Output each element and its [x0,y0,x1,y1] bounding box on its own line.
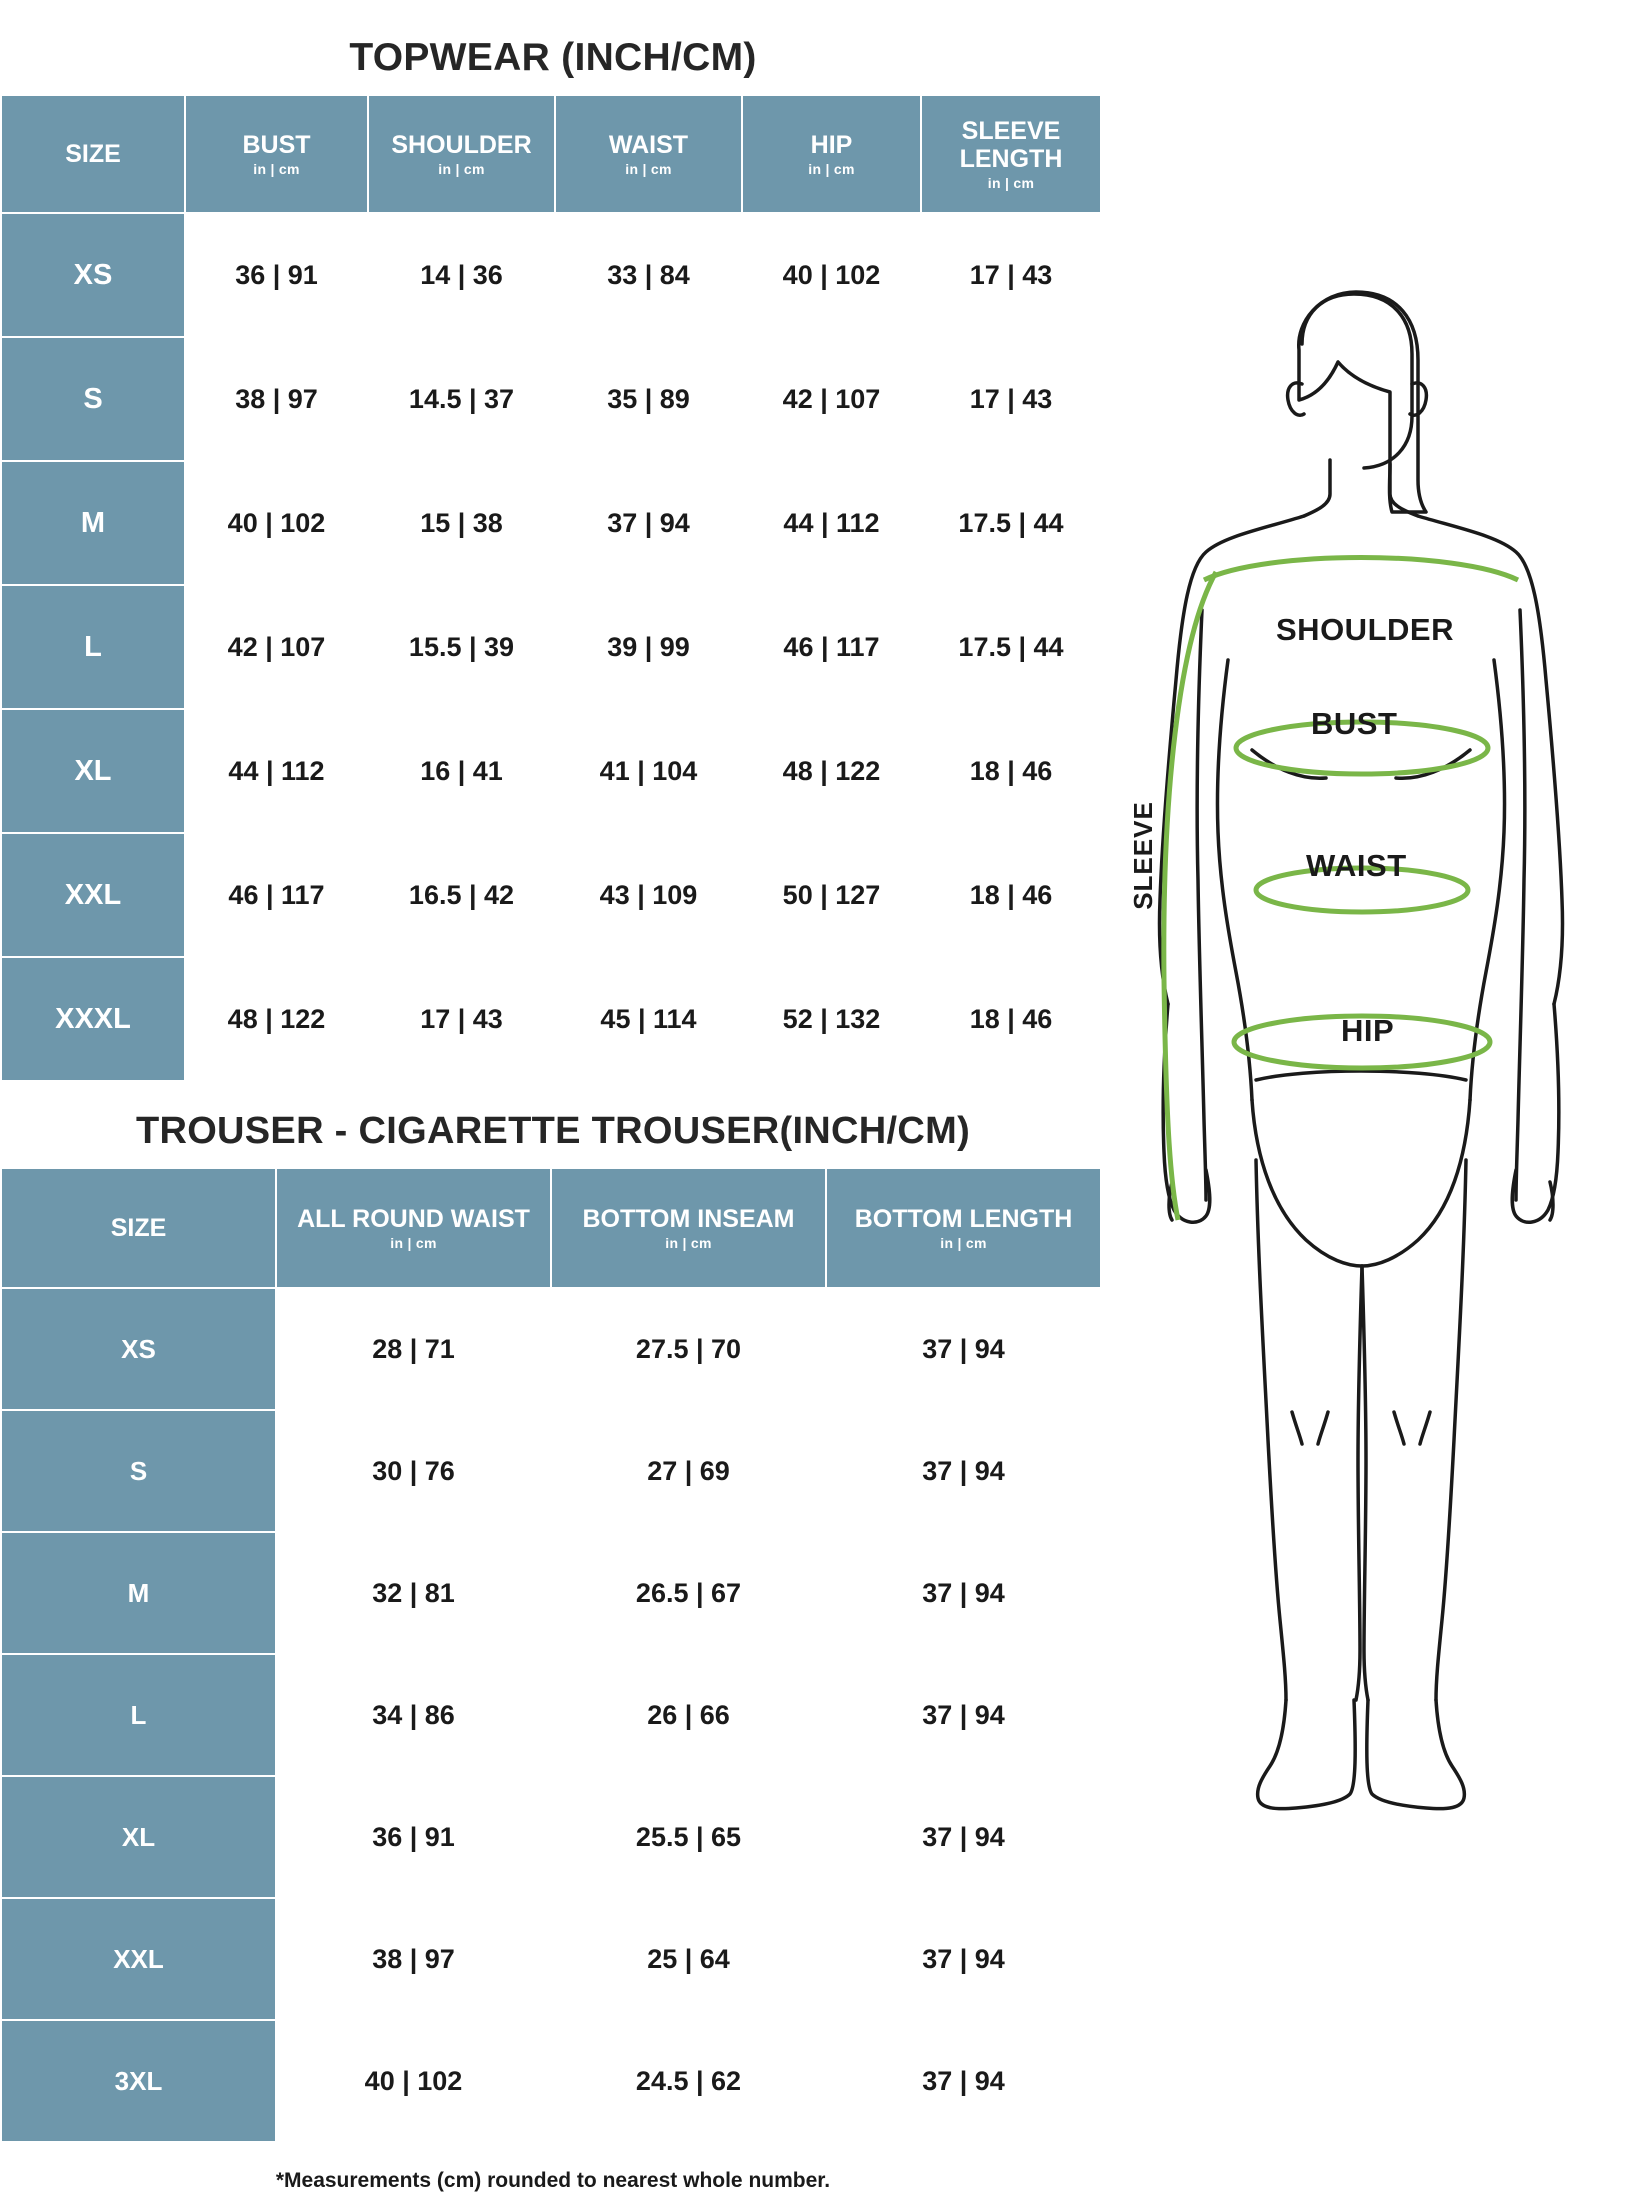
topwear-size-table [0,94,1102,1082]
cell-bust: 48 | 122 [185,957,368,1081]
table-row [1,1410,1101,1532]
cell-hip: 52 | 132 [742,957,921,1081]
column-header-waist [555,95,742,213]
cell-bottom-inseam: 27 | 69 [551,1410,826,1532]
cell-waist: 33 | 84 [555,213,742,337]
column-header-label: HIP [810,130,853,159]
column-header-bottom-inseam [551,1168,826,1288]
table-header-row [1,95,1101,213]
column-header-units: in | cm [253,160,300,177]
cell-all-round-waist: 32 | 81 [276,1532,551,1654]
table-row [1,1288,1101,1410]
table-row [1,1654,1101,1776]
column-header-units: in | cm [390,1234,437,1251]
cell-size: 3XL [1,2020,276,2142]
cell-sleeve: 17.5 | 44 [921,461,1101,585]
cell-shoulder: 16 | 41 [368,709,555,833]
column-header-label: SHOULDER [391,130,532,159]
trouser-size-table [0,1167,1102,2143]
cell-size: M [1,461,185,585]
cell-shoulder: 15 | 38 [368,461,555,585]
column-header-bust [185,95,368,213]
female-body-diagram [1106,280,1652,1900]
column-header-units: in | cm [625,160,672,177]
cell-all-round-waist: 38 | 97 [276,1898,551,2020]
cell-size: XS [1,1288,276,1410]
column-header-shoulder [368,95,555,213]
cell-all-round-waist: 36 | 91 [276,1776,551,1898]
table-row [1,2020,1101,2142]
cell-shoulder: 16.5 | 42 [368,833,555,957]
cell-hip: 46 | 117 [742,585,921,709]
cell-sleeve: 18 | 46 [921,709,1101,833]
cell-shoulder: 15.5 | 39 [368,585,555,709]
shoulder-measure-line [1204,558,1518,581]
cell-size: S [1,337,185,461]
cell-bottom-inseam: 26 | 66 [551,1654,826,1776]
column-header-units: in | cm [940,1234,987,1251]
table-row [1,833,1101,957]
table-row [1,585,1101,709]
cell-sleeve: 18 | 46 [921,833,1101,957]
table-row [1,957,1101,1081]
cell-bottom-inseam: 24.5 | 62 [551,2020,826,2142]
cell-waist: 37 | 94 [555,461,742,585]
measurement-footnote: *Measurements (cm) rounded to nearest whole number. [275,2169,831,2192]
table-row [1,461,1101,585]
cell-bust: 46 | 117 [185,833,368,957]
column-header-size [1,1168,276,1288]
cell-shoulder: 17 | 43 [368,957,555,1081]
cell-bust: 36 | 91 [185,213,368,337]
cell-hip: 48 | 122 [742,709,921,833]
column-header-label: SIZE [65,140,121,168]
cell-sleeve: 18 | 46 [921,957,1101,1081]
cell-bottom-length: 37 | 94 [826,1776,1101,1898]
column-header-all-round-waist [276,1168,551,1288]
table-row [1,1898,1101,2020]
table-row [1,709,1101,833]
cell-all-round-waist: 40 | 102 [276,2020,551,2142]
column-header-hip [742,95,921,213]
column-header-label: SIZE [110,1214,167,1242]
column-header-units: in | cm [438,160,485,177]
table-row [1,213,1101,337]
cell-bottom-length: 37 | 94 [826,1898,1101,2020]
cell-all-round-waist: 28 | 71 [276,1288,551,1410]
cell-size: XL [1,1776,276,1898]
cell-size: L [1,585,185,709]
column-header-sleeve-length [921,95,1101,213]
table-row [1,1532,1101,1654]
cell-bust: 42 | 107 [185,585,368,709]
sleeve-measure-line [1164,572,1216,1220]
cell-size: XXL [1,1898,276,2020]
cell-all-round-waist: 30 | 76 [276,1410,551,1532]
figure-label-hip: HIP [1341,1013,1395,1048]
cell-bust: 44 | 112 [185,709,368,833]
cell-hip: 50 | 127 [742,833,921,957]
topwear-title: TOPWEAR (INCH/CM) [349,36,757,79]
cell-size: XS [1,213,185,337]
cell-bottom-inseam: 25.5 | 65 [551,1776,826,1898]
cell-size: XXXL [1,957,185,1081]
cell-bottom-inseam: 27.5 | 70 [551,1288,826,1410]
column-header-units: in | cm [665,1234,712,1251]
cell-waist: 41 | 104 [555,709,742,833]
column-header-label: BOTTOM LENGTH [854,1204,1073,1233]
table-header-row [1,1168,1101,1288]
measurement-figure-panel [1106,0,1652,2200]
column-header-units: in | cm [987,174,1035,191]
trouser-title: TROUSER - CIGARETTE TROUSER(INCH/CM) [135,1110,971,1152]
column-header-label: SLEEVE LENGTH [959,116,1063,173]
cell-bottom-length: 37 | 94 [826,2020,1101,2142]
cell-sleeve: 17.5 | 44 [921,585,1101,709]
column-header-bottom-length [826,1168,1101,1288]
column-header-size [1,95,185,213]
column-header-label: WAIST [608,130,689,159]
cell-shoulder: 14.5 | 37 [368,337,555,461]
column-header-label: ALL ROUND WAIST [297,1204,530,1233]
cell-sleeve: 17 | 43 [921,337,1101,461]
cell-bottom-inseam: 26.5 | 67 [551,1532,826,1654]
cell-waist: 45 | 114 [555,957,742,1081]
column-header-label: BOTTOM INSEAM [582,1204,795,1233]
cell-size: XXL [1,833,185,957]
table-row [1,1776,1101,1898]
cell-hip: 42 | 107 [742,337,921,461]
cell-sleeve: 17 | 43 [921,213,1101,337]
column-header-label: BUST [242,130,311,159]
column-header-units: in | cm [808,160,855,177]
cell-size: S [1,1410,276,1532]
cell-bottom-length: 37 | 94 [826,1532,1101,1654]
cell-size: L [1,1654,276,1776]
cell-bottom-length: 37 | 94 [826,1288,1101,1410]
figure-label-shoulder: SHOULDER [1276,612,1454,647]
cell-hip: 40 | 102 [742,213,921,337]
cell-waist: 43 | 109 [555,833,742,957]
cell-hip: 44 | 112 [742,461,921,585]
cell-bottom-length: 37 | 94 [826,1410,1101,1532]
table-row [1,337,1101,461]
cell-size: M [1,1532,276,1654]
figure-label-waist: WAIST [1306,848,1407,883]
cell-all-round-waist: 34 | 86 [276,1654,551,1776]
cell-bust: 40 | 102 [185,461,368,585]
cell-shoulder: 14 | 36 [368,213,555,337]
cell-bust: 38 | 97 [185,337,368,461]
figure-label-sleeve: SLEEVE [1127,801,1158,910]
cell-bottom-length: 37 | 94 [826,1654,1101,1776]
cell-size: XL [1,709,185,833]
cell-bottom-inseam: 25 | 64 [551,1898,826,2020]
cell-waist: 35 | 89 [555,337,742,461]
figure-label-bust: BUST [1311,706,1398,741]
cell-waist: 39 | 99 [555,585,742,709]
